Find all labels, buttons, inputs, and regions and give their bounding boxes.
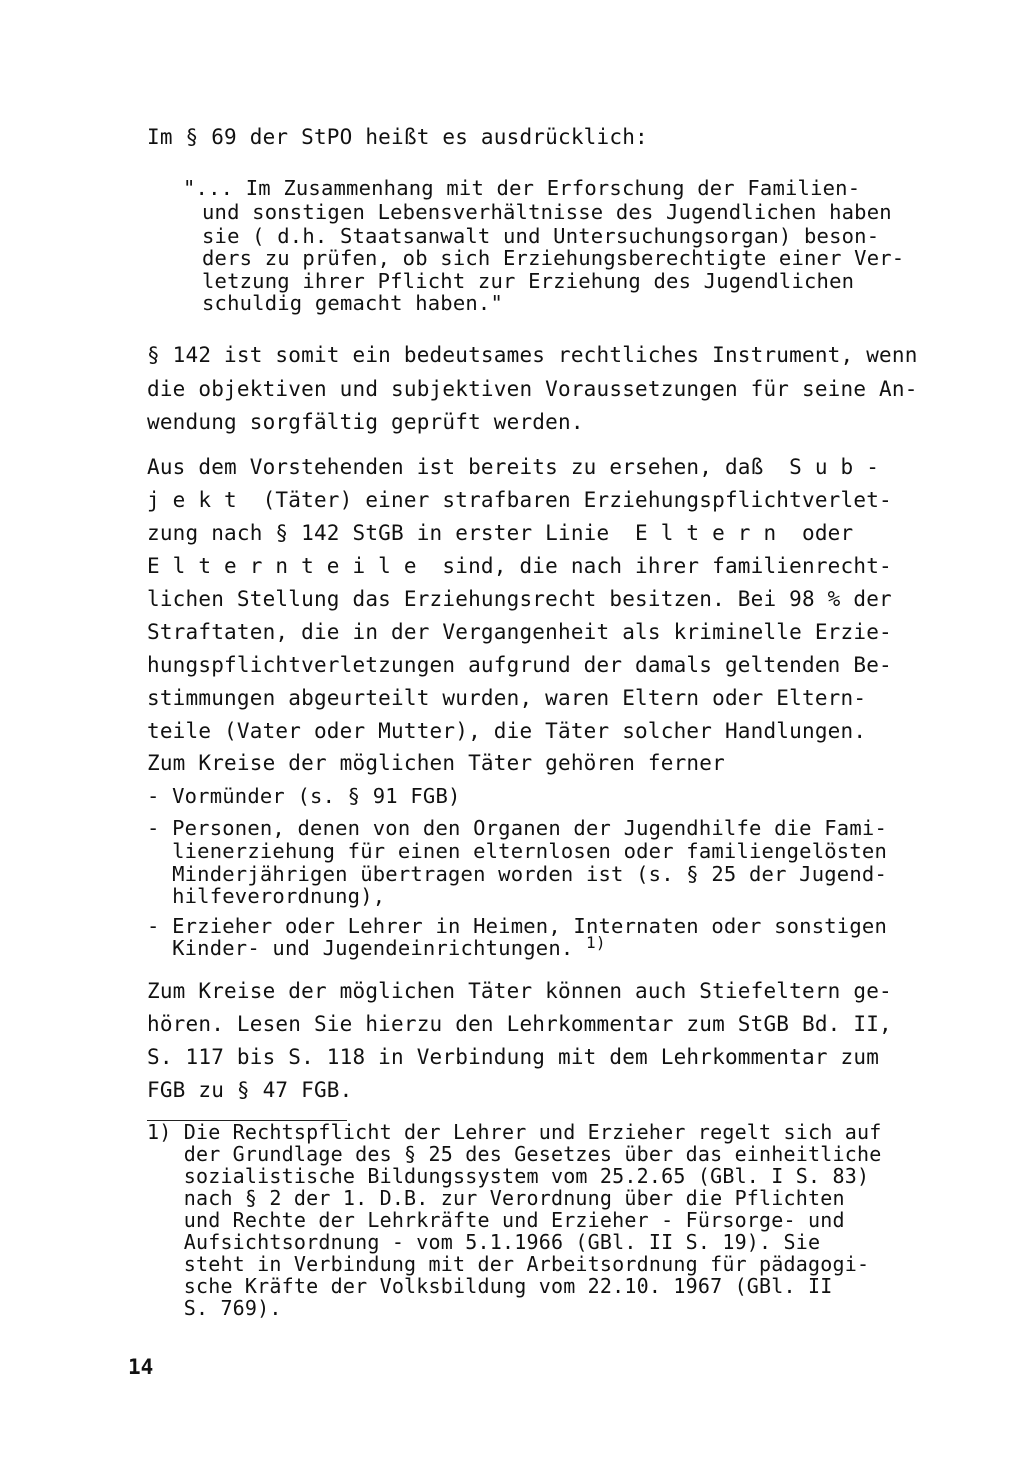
list-item-continuation: Minderjährigen übertragen worden ist (s. § 25 der Jugend-: [147, 862, 887, 886]
paragraph-line: hungspflichtverletzungen aufgrund der damals geltenden Be-: [147, 653, 892, 677]
paragraph-line: wendung sorgfältig geprüft werden.: [147, 410, 584, 434]
intro-line: Im § 69 der StPO heißt es ausdrücklich:: [147, 125, 648, 149]
paragraph-line: teile (Vater oder Mutter), die Täter solcher Handlungen.: [147, 719, 867, 743]
paragraph-line: hören. Lesen Sie hierzu den Lehrkommentar zum StGB Bd. II,: [147, 1012, 892, 1036]
quote-line: sie ( d.h. Staatsanwalt und Untersuchungsorgan) beson-: [202, 224, 880, 248]
paragraph-line: Straftaten, die in der Vergangenheit als kriminelle Erzie-: [147, 620, 892, 644]
paragraph-line: E l t e r n t e i l e sind, die nach ihrer familienrecht-: [147, 554, 892, 578]
paragraph-line: S. 117 bis S. 118 in Verbindung mit dem Lehrkommentar zum: [147, 1045, 880, 1069]
paragraph-line: die objektiven und subjektiven Voraussetzungen für seine An-: [147, 377, 918, 401]
quote-line: und sonstigen Lebensverhältnisse des Jugendlichen haben: [202, 200, 892, 224]
list-item-text: Kinder- und Jugendeinrichtungen.: [147, 936, 574, 960]
paragraph-line: j e k t (Täter) einer strafbaren Erziehungspflichtverlet-: [147, 488, 892, 512]
footnote-line: 1) Die Rechtspflicht der Lehrer und Erzieher regelt sich auf: [147, 1120, 882, 1144]
footnote-line: nach § 2 der 1. D.B. zur Verordnung über die Pflichten: [147, 1186, 845, 1210]
footnote-line: sche Kräfte der Volksbildung vom 22.10. 1967 (GBl. II: [147, 1274, 833, 1298]
quote-line: letzung ihrer Pflicht zur Erziehung des Jugendlichen: [202, 269, 855, 293]
paragraph-line: zung nach § 142 StGB in erster Linie E l t e r n oder: [147, 521, 854, 545]
paragraph-line: Zum Kreise der möglichen Täter können auch Stiefeltern ge-: [147, 979, 892, 1003]
list-item-continuation: [147, 933, 606, 962]
paragraph-line: § 142 ist somit ein bedeutsames rechtliches Instrument, wenn: [147, 343, 918, 367]
list-item: - Personen, denen von den Organen der Jugendhilfe die Fami-: [147, 816, 887, 840]
quote-line: schuldig gemacht haben.": [202, 291, 504, 315]
paragraph-line: Aus dem Vorstehenden ist bereits zu ersehen, daß S u b -: [147, 455, 880, 479]
quote-line: "... Im Zusammenhang mit der Erforschung der Familien-: [183, 176, 861, 200]
footnote-line: steht in Verbindung mit der Arbeitsordnung für pädagogi-: [147, 1252, 870, 1276]
footnote-line: und Rechte der Lehrkräfte und Erzieher - Fürsorge- und: [147, 1208, 845, 1232]
paragraph-line: stimmungen abgeurteilt wurden, waren Eltern oder Eltern-: [147, 686, 867, 710]
paragraph-line: FGB zu § 47 FGB.: [147, 1078, 353, 1102]
footnote-line: der Grundlage des § 25 des Gesetzes über das einheitliche: [147, 1142, 882, 1166]
list-item: - Erzieher oder Lehrer in Heimen, Internaten oder sonstigen: [147, 914, 887, 938]
footnote-line: sozialistische Bildungssystem vom 25.2.65 (GBl. I S. 83): [147, 1164, 870, 1188]
footnote-reference[interactable]: 1): [585, 933, 606, 952]
footnote-line: Aufsichtsordnung - vom 5.1.1966 (GBl. II S. 19). Sie: [147, 1230, 821, 1254]
list-item-continuation: lienerziehung für einen elternlosen oder familiengelösten: [147, 839, 887, 863]
page-number: 14: [128, 1355, 154, 1379]
footnote-line: S. 769).: [147, 1296, 282, 1320]
list-item-continuation: hilfeverordnung),: [147, 884, 386, 908]
list-item: - Vormünder (s. § 91 FGB): [147, 784, 461, 808]
quote-line: ders zu prüfen, ob sich Erziehungsberechtigte einer Ver-: [202, 246, 905, 270]
paragraph-line: Zum Kreise der möglichen Täter gehören ferner: [147, 751, 725, 775]
paragraph-line: lichen Stellung das Erziehungsrecht besitzen. Bei 98 % der: [147, 587, 892, 611]
